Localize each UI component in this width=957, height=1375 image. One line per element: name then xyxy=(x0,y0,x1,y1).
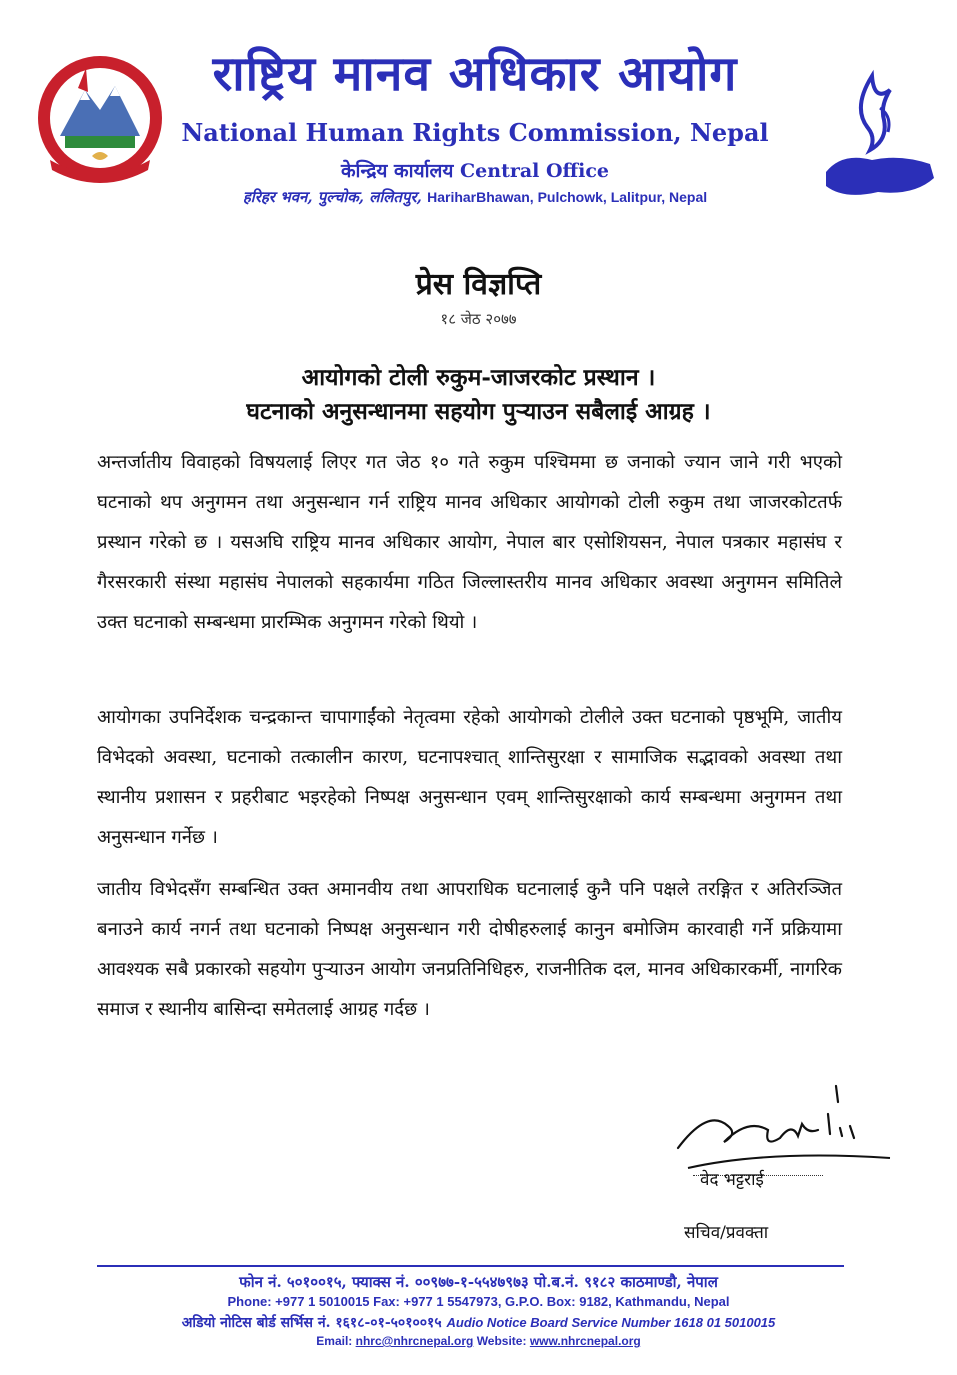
org-name-nepali: राष्ट्रिय मानव अधिकार आयोग xyxy=(212,46,738,102)
office-line xyxy=(140,157,810,183)
office-english: Central Office xyxy=(460,160,610,182)
email-label: Email: xyxy=(316,1334,353,1348)
org-name-english: National Human Rights Commission, Nepal xyxy=(181,118,769,147)
nhrc-flame-map-icon xyxy=(822,68,938,204)
headline-1: आयोगको टोली रुकुम-जाजरकोट प्रस्थान । xyxy=(301,364,656,391)
website-link[interactable]: www.nhrcnepal.org xyxy=(529,1334,641,1348)
audio-service-nepali: अडियो नोटिस बोर्ड सर्भिस नं. १६१८-०१-५०१००१५ xyxy=(181,1315,442,1331)
document-title: प्रेस विज्ञप्ति xyxy=(415,267,542,302)
body-paragraph-3: जातीय विभेदसँग सम्बन्धित उक्त अमानवीय तथा आपराधिक घटनालाई कुनै पनि पक्षले तरङ्गित र अतिरञ्जित बनाउने कार्य नगर्न तथा घटनाको निष्पक्ष अनुसन्धान गरी दोषीहरुलाई कानुन बमोजिम कारवाही गर्ने प्रक्रियामा आवश्यक सबै प्रकारको सहयोग पुऱ्याउन आयोग जनप्रतिनिधिहरु, राजनीतिक दल, मानव अधिकारकर्मी, नागरिक समाज र स्थानीय बासिन्दा समेतलाई आग्रह गर्दछ । xyxy=(97,879,842,1020)
body-paragraph-2: आयोगका उपनिर्देशक चन्द्रकान्त चापागाईंको नेतृत्वमा रहेको आयोगको टोलीले उक्त घटनाको पृष्ठभूमि, जातीय विभेदको अवस्था, घटनाको तत्कालीन कारण, घटनापश्चात् शान्तिसुरक्षा र सामाजिक सद्भावको अवस्था तथा स्थानीय प्रशासन र प्रहरीबाट भइरहेको निष्पक्ष अनुसन्धान एवम् शान्तिसुरक्षाको कार्य सम्बन्धमा अनुगमन तथा अनुसन्धान गर्नेछ । xyxy=(97,707,842,848)
audio-service-english: Audio Notice Board Service Number 1618 01 5010015 xyxy=(446,1315,776,1330)
footer-audio-service xyxy=(0,1313,957,1332)
address-nepali: हरिहर भवन, पुल्चोक, ललितपुर, xyxy=(242,188,422,206)
signatory-title: सचिव/प्रवक्ता xyxy=(684,1223,769,1243)
body-paragraph-1: अन्तर्जातीय विवाहको विषयलाई लिएर गत जेठ १० गते रुकुम पश्चिममा छ जनाको ज्यान जाने गरी भएको घटनाको थप अनुगमन तथा अनुसन्धान गर्न राष्ट्रिय मानव अधिकार आयोगको टोली रुकुम तथा जाजरकोटतर्फ प्रस्थान गरेको छ । यसअघि राष्ट्रिय मानव अधिकार आयोग, नेपाल बार एसोशियसन, नेपाल पत्रकार महासंघ र गैरसरकारी संस्था महासंघ नेपालको सहकार्यमा गठित जिल्लास्तरीय मानव अधिकार अवस्था अनुगमन समितिले उक्त घटनाको सम्बन्धमा प्रारम्भिक अनुगमन गरेको थियो । xyxy=(97,452,842,633)
email-link[interactable]: nhrc@nhrcnepal.org xyxy=(355,1334,474,1348)
footer-contact-english: Phone: +977 1 5010015 Fax: +977 1 5547973, G.P.O. Box: 9182, Kathmandu, Nepal xyxy=(227,1294,730,1309)
headline-2: घटनाको अनुसन्धानमा सहयोग पुऱ्याउन सबैलाई आग्रह । xyxy=(246,398,711,425)
footer-divider xyxy=(97,1265,844,1267)
signatory-name: वेद भट्टराई xyxy=(700,1170,764,1190)
office-nepali: केन्द्रिय कार्यालय xyxy=(340,160,454,182)
address-english: HariharBhawan, Pulchowk, Lalitpur, Nepal xyxy=(427,189,708,205)
footer-contact-nepali: फोन नं. ५०१००१५, फ्याक्स नं. ००९७७-१-५५४७९७३ पो.ब.नं. ९१८२ काठमाण्डौ, नेपाल xyxy=(239,1273,718,1291)
address-line xyxy=(140,187,810,207)
footer-email-website xyxy=(0,1334,957,1348)
handwritten-signature xyxy=(668,1078,898,1178)
website-label: Website: xyxy=(476,1334,527,1348)
document-date: १८ जेठ २०७७ xyxy=(440,310,517,328)
